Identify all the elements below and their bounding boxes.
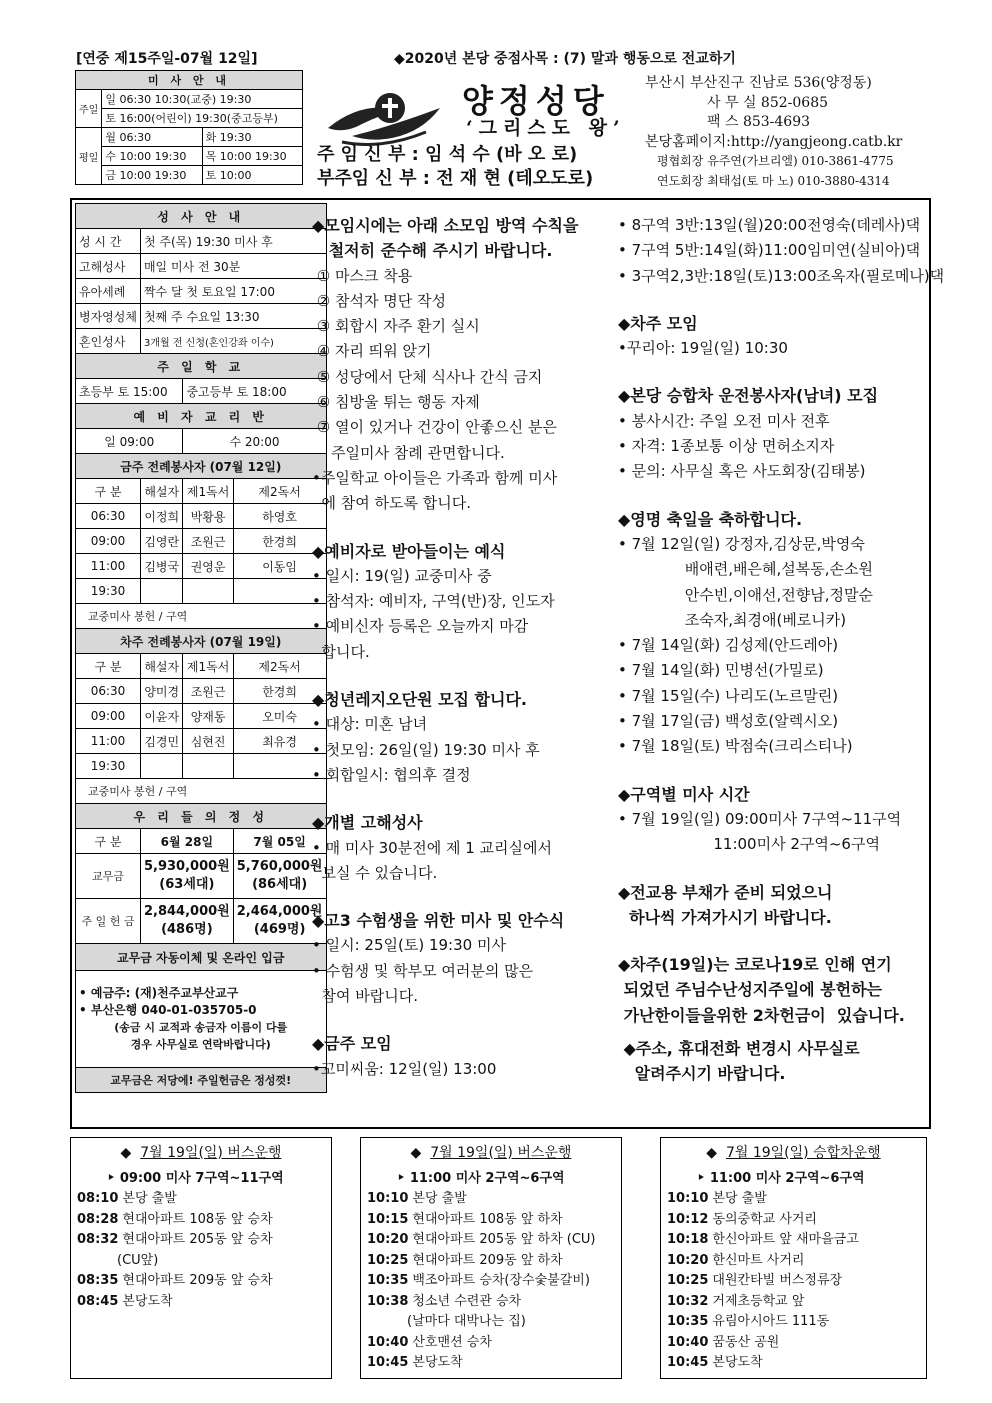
donations-title: 우 리 들 의 정 성 (76, 804, 327, 829)
spacer (618, 485, 923, 507)
bus-stop (667, 1312, 926, 1333)
bus-title-text: 7월 19일(일) 버스운행 (140, 1145, 282, 1161)
time-cell: 19:30 (76, 754, 141, 779)
notice-heading: ◆차주 모임 (618, 313, 698, 333)
notice-heading: ◆예비자로 받아들이는 예식 (312, 541, 506, 561)
transfer-note: (송금 시 교적과 송금자 이름이 다를 (114, 1021, 288, 1034)
notice-line: • 봉사시간: 주일 오전 미사 전후 (618, 411, 830, 430)
offering-line: 교중미사 봉헌 / 구역 (76, 779, 327, 804)
servers-next-title: 차주 전례봉사자 (07월 19일) (76, 629, 327, 654)
notice-line: ⑦ 열이 있거나 건강이 안좋으신 분은 (312, 418, 557, 437)
server-cell (183, 579, 233, 604)
sacrament-time: 첫 주(목) 19:30 미사 후 (140, 229, 326, 254)
bus-stop (667, 1189, 926, 1210)
notice-line: 보실 수 있습니다. (312, 863, 438, 882)
notice-line: ⑥ 침방울 튀는 행동 자제 (312, 393, 480, 412)
server-cell: 오미숙 (233, 704, 326, 729)
notice-heading: ◆금주 모임 (312, 1034, 392, 1054)
sunday-offering-label: 주 일 헌 금 (76, 899, 141, 944)
stop-place: 현대아파트 108동 앞 하차 (412, 1211, 563, 1227)
pastoral-theme: ◆2020년 본당 중점사목 : (7) 말과 행동으로 전교하기 (394, 51, 736, 67)
bus-stop (667, 1230, 926, 1251)
notice-line: • 7월 14일(화) 김성제(안드레아) (618, 636, 839, 655)
time-cell: 19:30 (76, 579, 141, 604)
server-cell: 조원근 (183, 529, 233, 554)
account-holder: • 예금주: (재)천주교부산교구 (79, 986, 239, 1000)
server-cell: 권영운 (183, 554, 233, 579)
stop-time: 10:38 (367, 1293, 409, 1309)
server-cell (140, 579, 182, 604)
notice-heading: ◆개별 고해성사 (312, 813, 423, 833)
time-cell: 09:00 (76, 704, 141, 729)
mass-schedule-table (75, 70, 303, 185)
time-cell: 06:30 (76, 504, 141, 529)
stop-time: 10:35 (667, 1314, 709, 1329)
stop-time: 10:40 (667, 1334, 709, 1350)
tithe-week2: 5,760,000원 (86세대) (233, 854, 326, 899)
bus-title: ◆ 7월 19일(일) 버스운행 (120, 1145, 282, 1161)
col-header: 제1독서 (183, 654, 233, 679)
col-header: 7월 05일 (233, 829, 326, 854)
stop-place: 본당 출발 (122, 1191, 177, 1206)
server-cell: 조원근 (183, 679, 233, 704)
server-cell: 김영란 (140, 529, 182, 554)
notice-line: 합니다. (312, 642, 370, 661)
notice-line: ⑤ 성당에서 단체 식사나 간식 금지 (312, 367, 543, 386)
stop-time: 10:45 (367, 1355, 409, 1370)
stop-place: 현대아파트 209동 앞 승차 (122, 1273, 273, 1288)
bus-stop (77, 1292, 331, 1313)
bus-subtitle: ‣ 09:00 미사 7구역~11구역 (107, 1170, 284, 1186)
bus-stop (667, 1353, 926, 1374)
server-cell: 하영호 (233, 504, 326, 529)
notice-line: • 문의: 사무실 혹은 사도회장(김태봉) (618, 462, 866, 481)
stop-time: 10:32 (667, 1293, 709, 1309)
notice-heading: 가난한이들을위한 2차헌금이 있습니다. (618, 1005, 905, 1025)
donation-motto: 교무금은 저당에! 주일헌금은 정성껏! (76, 1068, 327, 1093)
catechumen-title: 예 비 자 교 리 반 (76, 404, 327, 429)
stop-place: 현대아파트 205동 앞 하차 (CU) (412, 1232, 596, 1247)
notice-heading: ◆본당 승합차 운전봉사자(남녀) 모집 (618, 386, 879, 406)
bus-stop (667, 1210, 926, 1231)
sunday-row: 토 16:00(어린이) 19:30(중고등부) (102, 109, 303, 128)
priests-block (317, 143, 593, 191)
pastor-line: 주 임 신 부 : 임 석 수 (바 오 로) (317, 144, 578, 165)
notice-line: • 7구역 5반:14일(화)11:00임미연(실비아)댁 (618, 241, 921, 260)
bus-stop (367, 1333, 621, 1354)
bus-title: ◆ 7월 19일(일) 버스운행 (410, 1145, 572, 1161)
bus-stop (77, 1271, 331, 1292)
notice-line: • 7월 15일(수) 나리도(노르말린) (618, 686, 839, 705)
server-cell: 양재동 (183, 704, 233, 729)
sacrament-name: 유아세례 (76, 279, 141, 304)
stop-time: 10:25 (667, 1273, 709, 1288)
notice-line: 배애련,배은혜,설복동,손소원 (618, 560, 873, 579)
col-header: 제2독서 (233, 479, 326, 504)
sacrament-time: 3개월 전 신청(혼인강좌 이수) (140, 329, 326, 354)
spacer (618, 760, 923, 782)
notice-line: • 일시: 19(일) 교중미사 중 (312, 566, 492, 585)
stop-place: 꿈동산 공원 (712, 1334, 780, 1350)
sunday-row: 일 06:30 10:30(교중) 19:30 (102, 90, 303, 109)
account-number: • 부산은행 040-01-035705-0 (79, 1003, 257, 1017)
notice-line: • 참석자: 예비자, 구역(반)장, 인도자 (312, 592, 555, 611)
contact-block (645, 74, 902, 191)
col-header: 해설자 (140, 654, 182, 679)
bus-title-text: 7월 19일(일) 버스운행 (430, 1145, 572, 1161)
stop-place: 거제초등학교 앞 (712, 1293, 805, 1309)
stop-place: 현대아파트 205동 앞 승차 (122, 1232, 273, 1247)
bus-subtitle: ‣ 11:00 미사 2구역~6구역 (697, 1170, 865, 1186)
bus-schedule-1100 (360, 1137, 622, 1379)
spacer (312, 1009, 622, 1031)
server-cell (140, 754, 182, 779)
col-header: 제1독서 (183, 479, 233, 504)
stop-time: 08:28 (77, 1211, 119, 1227)
stop-place: 대원칸타빌 버스정류장 (712, 1273, 843, 1288)
stop-time: 10:20 (367, 1232, 409, 1247)
stop-time: 10:45 (667, 1355, 709, 1370)
stop-place: (CU앞) (117, 1252, 159, 1268)
notice-line: • 대상: 미혼 남녀 (312, 715, 428, 734)
stop-time: 10:40 (367, 1334, 409, 1350)
notice-line: ④ 자리 띄워 앉기 (312, 342, 432, 361)
bus-stop (77, 1230, 331, 1251)
bus-schedule-0900 (70, 1137, 332, 1379)
bank-info (76, 971, 327, 1068)
bus-stop (667, 1292, 926, 1313)
notice-line: • 7월 12일(일) 강정자,김상문,박영숙 (618, 534, 865, 553)
notice-line: • 자격: 1종보통 이상 면허소지자 (618, 437, 835, 456)
associate-line: 부주임 신 부 : 전 재 현 (테오도로) (317, 168, 594, 189)
catechumen-wed: 수 20:00 (183, 429, 326, 454)
catechumen-sun: 일 09:00 (76, 429, 183, 454)
stop-time: 10:35 (367, 1273, 409, 1288)
middle-notices (312, 213, 622, 1082)
stop-place: 본당도착 (122, 1293, 173, 1309)
stop-place: 백조아파트 승차(장수숯불갈비) (412, 1273, 590, 1288)
issue-label: [연중 제15주일-07월 12일] (76, 51, 258, 67)
notice-line: 에 참여 하도록 합니다. (312, 494, 472, 513)
offering-line: 교중미사 봉헌 / 구역 (76, 604, 327, 629)
server-cell: 김경민 (140, 729, 182, 754)
notice-line: ② 참석자 명단 작성 (312, 291, 446, 310)
sacrament-name: 혼인성사 (76, 329, 141, 354)
middle-school-time: 중고등부 토 18:00 (183, 379, 326, 404)
notice-line: 안수빈,이애선,전향남,정말순 (618, 585, 873, 604)
address: 부산시 부산진구 진남로 536(양정동) (645, 75, 872, 91)
bus-stop (367, 1292, 621, 1313)
notice-heading: 하나씩 가져가시기 바랍니다. (618, 907, 832, 927)
notice-heading: ◆고3 수험생을 위한 미사 및 안수식 (312, 911, 565, 931)
tithe-label: 교무금 (76, 854, 141, 899)
time-cell: 11:00 (76, 554, 141, 579)
bus-stop (667, 1271, 926, 1292)
church-name: 양정성당 (462, 82, 610, 120)
bus-stop (367, 1251, 621, 1272)
bus-title: ◆ 7월 19일(일) 승합차운행 (706, 1145, 881, 1161)
notice-line: • 7월 14일(화) 민병선(가밀로) (618, 661, 824, 680)
spacer (618, 858, 923, 880)
weekday-cell: 화 19:30 (202, 128, 302, 147)
notice-line: 참여 바랍니다. (312, 987, 419, 1006)
col-header: 6월 28일 (140, 829, 233, 854)
federation-head: 연도회장 최태섭(토 마 노) 010-3880-4314 (657, 173, 890, 188)
spacer (312, 886, 622, 908)
notice-line: ① 마스크 착용 (312, 266, 413, 285)
server-cell: 박황용 (183, 504, 233, 529)
right-notices (618, 213, 945, 1087)
notice-line: • 매 미사 30분전에 제 1 교리실에서 (312, 838, 552, 857)
church-logo (322, 80, 452, 152)
servers-this-title: 금주 전례봉사자 (07월 12일) (76, 454, 327, 479)
notice-heading: ◆청년레지오단원 모집 합니다. (312, 690, 527, 710)
col-header: 구 분 (76, 829, 141, 854)
bus-stop (667, 1251, 926, 1272)
sacrament-time: 매일 미사 전 30분 (140, 254, 326, 279)
stop-time: 10:25 (367, 1252, 409, 1268)
stop-time: 10:15 (367, 1211, 409, 1227)
stop-place: (날마다 대박나는 집) (407, 1314, 526, 1329)
weekday-label: 평일 (76, 128, 102, 185)
van-schedule-1100 (660, 1137, 927, 1379)
spacer (618, 1028, 923, 1036)
bus-stop (367, 1230, 621, 1251)
time-cell: 11:00 (76, 729, 141, 754)
notice-heading: ◆모임시에는 아래 소모임 방역 수칙을 (312, 216, 579, 235)
notice-line: • 7월 17일(금) 백성호(알렉시오) (618, 712, 839, 731)
sacrament-time: 첫째 주 수요일 13:30 (140, 304, 326, 329)
notice-line: • 예비신자 등록은 오늘까지 마감 (312, 617, 529, 636)
spacer (312, 788, 622, 810)
server-cell: 김병국 (140, 554, 182, 579)
notice-heading: ◆영명 축일을 축하합니다. (618, 509, 803, 529)
stop-time: 08:10 (77, 1191, 119, 1206)
bus-stop (367, 1271, 621, 1292)
notice-line: 조숙자,최경애(베로니카) (618, 610, 847, 629)
server-cell: 한경희 (233, 529, 326, 554)
server-cell: 심현진 (183, 729, 233, 754)
notice-line: • 첫모임: 26일(일) 19:30 미사 후 (312, 740, 540, 759)
fax-number: 팩 스 853-4693 (707, 114, 811, 130)
stop-time: 10:20 (667, 1252, 709, 1268)
bus-stop (367, 1210, 621, 1231)
bus-stop (77, 1189, 331, 1210)
notice-heading: ◆주소, 휴대전화 변경시 사무실로 (618, 1039, 860, 1059)
notice-line: 주일미사 참례 관면합니다. (312, 443, 505, 462)
col-header: 구 분 (76, 479, 141, 504)
stop-place: 본당도착 (712, 1355, 763, 1370)
notice-line: • 3구역2,3반:18일(토)13:00조옥자(필로메나)댁 (618, 266, 945, 285)
stop-place: 현대아파트 209동 앞 하차 (412, 1252, 563, 1268)
notice-line: •주일학교 아이들은 가족과 함께 미사 (312, 468, 558, 487)
bus-title-text: 7월 19일(일) 승합차운행 (725, 1145, 881, 1161)
mass-schedule-title: 미 사 안 내 (76, 71, 303, 90)
transfer-note: 경우 사무실로 연락바랍니다) (130, 1038, 271, 1051)
server-cell: 한경희 (233, 679, 326, 704)
stop-time: 10:18 (667, 1232, 709, 1247)
col-header: 제2독서 (233, 654, 326, 679)
notice-heading: ◆전교용 부채가 준비 되었으니 (618, 882, 833, 902)
col-header: 구 분 (76, 654, 141, 679)
server-cell: 최유경 (233, 729, 326, 754)
spacer (312, 517, 622, 539)
time-cell: 09:00 (76, 529, 141, 554)
sacrament-name: 성 시 간 (76, 229, 141, 254)
sacrament-name: 고해성사 (76, 254, 141, 279)
stop-place: 산호맨션 승차 (412, 1334, 492, 1350)
left-info-table (75, 203, 327, 1093)
spacer (618, 930, 923, 952)
sunday-label: 주일 (76, 90, 102, 128)
stop-place: 현대아파트 108동 앞 승차 (122, 1211, 273, 1227)
stop-time: 10:10 (367, 1191, 409, 1206)
server-cell: 이동임 (233, 554, 326, 579)
bus-stop (77, 1210, 331, 1231)
notice-line: • 일시: 25일(토) 19:30 미사 (312, 936, 506, 955)
bus-stop (367, 1353, 621, 1374)
bus-stop (667, 1333, 926, 1354)
stop-place: 본당도착 (412, 1355, 463, 1370)
weekday-cell: 목 10:00 19:30 (202, 147, 302, 166)
server-cell: 이윤자 (140, 704, 182, 729)
weekday-cell: 월 06:30 (102, 128, 202, 147)
notice-heading: 알려주시기 바랍니다. (618, 1064, 786, 1084)
transfer-title: 교무금 자동이체 및 온라인 입금 (76, 944, 327, 971)
tithe-week1: 5,930,000원 (63세대) (140, 854, 233, 899)
notice-line: • 7월 19일(일) 09:00미사 7구역~11구역 (618, 809, 902, 828)
notice-line: • 회합일시: 협의후 결정 (312, 765, 471, 784)
sunday-offering-week2: 2,464,000원 (469명) (233, 899, 326, 944)
col-header: 해설자 (140, 479, 182, 504)
sacrament-name: 병자영성체 (76, 304, 141, 329)
server-cell: 양미경 (140, 679, 182, 704)
weekday-cell: 금 10:00 19:30 (102, 166, 202, 185)
notice-heading: 되었던 주님수난성지주일에 봉헌하는 (618, 980, 883, 1000)
bus-stop (77, 1251, 331, 1272)
sacrament-time: 짝수 달 첫 토요일 17:00 (140, 279, 326, 304)
stop-place: 본당 출발 (412, 1191, 467, 1206)
bus-stop (367, 1189, 621, 1210)
notice-line: ③ 회합시 자주 환기 실시 (312, 317, 480, 336)
stop-place: 동의중학교 사거리 (712, 1211, 817, 1227)
bus-subtitle: ‣ 11:00 미사 2구역~6구역 (397, 1170, 565, 1186)
stop-place: 한신마트 사거리 (712, 1252, 805, 1268)
stop-time: 08:45 (77, 1293, 119, 1309)
stop-place: 유림아시아드 111동 (712, 1314, 830, 1329)
spacer (618, 289, 923, 311)
sacraments-title: 성 사 안 내 (76, 204, 327, 229)
sunday-offering-week1: 2,844,000원 (486명) (140, 899, 233, 944)
sunday-school-title: 주 일 학 교 (76, 354, 327, 379)
notice-heading: ◆차주(19일)는 코로나19로 인해 연기 (618, 955, 892, 975)
council-head: 평협회장 유주연(가브리엘) 010-3861-4775 (657, 154, 894, 168)
stop-time: 10:10 (667, 1191, 709, 1206)
stop-place: 본당 출발 (712, 1191, 767, 1206)
church-subtitle: ‘그리스도 왕’ (466, 117, 626, 139)
time-cell: 06:30 (76, 679, 141, 704)
server-cell (183, 754, 233, 779)
notice-line: • 7월 18일(토) 박점숙(크리스티나) (618, 737, 853, 756)
spacer (312, 665, 622, 687)
notice-line: •꾸리아: 19일(일) 10:30 (618, 339, 788, 358)
notice-line: • 8구역 3반:13일(월)20:00전영숙(데레사)댁 (618, 216, 921, 234)
office-phone: 사 무 실 852-0685 (707, 94, 829, 111)
stop-time: 08:35 (77, 1273, 119, 1288)
spacer (618, 361, 923, 383)
stop-place: 한신아파트 앞 새마을금고 (712, 1232, 859, 1247)
elementary-time: 초등부 토 15:00 (76, 379, 183, 404)
weekday-cell: 토 10:00 (202, 166, 302, 185)
notice-line: • 수험생 및 학부모 여러분의 많은 (312, 961, 534, 980)
notice-line: •꼬미씨움: 12일(일) 13:00 (312, 1059, 497, 1078)
bus-stop (367, 1312, 621, 1333)
notice-heading: ◆구역별 미사 시간 (618, 784, 750, 804)
stop-time: 10:12 (667, 1211, 709, 1227)
stop-place: 청소년 수련관 승차 (412, 1293, 522, 1309)
notice-heading: 철저히 준수해 주시기 바랍니다. (312, 241, 553, 261)
weekday-cell: 수 10:00 19:30 (102, 147, 202, 166)
notice-line: 11:00미사 2구역~6구역 (618, 835, 880, 854)
homepage-link[interactable]: 본당홈페이지:http://yangjeong.catb.kr (645, 133, 903, 150)
stop-time: 08:32 (77, 1232, 119, 1247)
server-cell: 이정희 (140, 504, 182, 529)
